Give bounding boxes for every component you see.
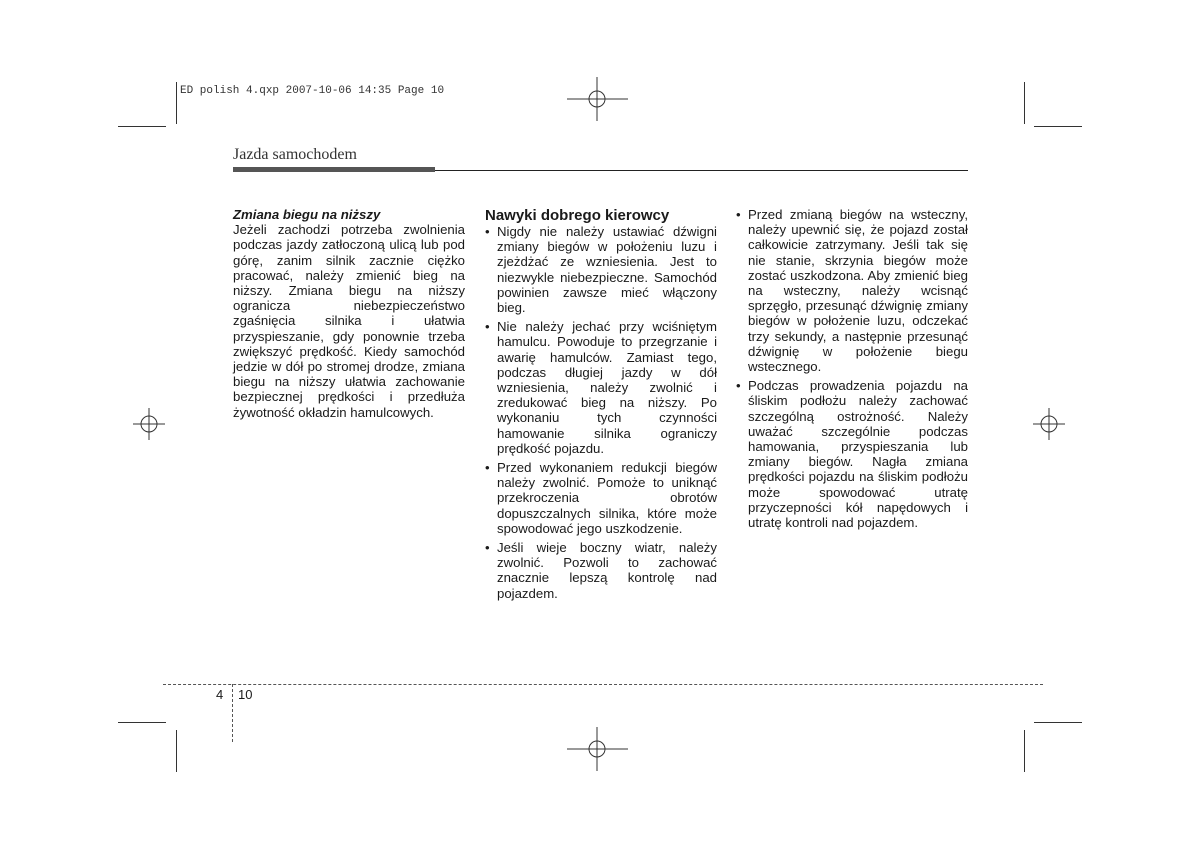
list-item-text: Przed zmianą biegów na wsteczny, należy upewnić się, że pojazd został całkowicie zatrzymany. Jeśli tak się nie stanie, skrzynia biegów może zostać uszkodzona. Aby zmienić bieg na wsteczny, należy wcisnąć sprzęgło, przesunąć dźwignię zmiany biegów w położenie luzu, odczekać trzy sekundy, a następnie przesunąć dźwignię w położenie biegu wstecznego. xyxy=(748,207,968,375)
bullet-icon: • xyxy=(485,540,490,556)
bullet-list xyxy=(736,207,968,530)
list-item xyxy=(485,319,717,456)
list-item-text: Nigdy nie należy ustawiać dźwigni zmiany biegów w położeniu luzu i zjeżdżać ze wzniesienia. Jest to niezwykle niebezpieczne. Samochód powinien zawsze mieć włączony bieg. xyxy=(497,224,717,316)
list-item xyxy=(485,540,717,601)
list-item xyxy=(485,460,717,536)
list-item xyxy=(485,224,717,315)
page-number: 10 xyxy=(238,687,253,702)
list-item xyxy=(736,207,968,374)
bullet-icon: • xyxy=(485,319,490,335)
list-item-text: Przed wykonaniem redukcji biegów należy zwolnić. Pomoże to uniknąć przekroczenia obrotów dopuszczalnych silnika, które może spowodować jego uszkodzenie. xyxy=(497,460,717,536)
subsection-heading: Nawyki dobrego kierowcy xyxy=(485,207,670,224)
list-item-text: Nie należy jechać przy wciśniętym hamulcu. Powoduje to przegrzanie i awarię hamulców. Zamiast tego, podczas długiej jazdy w dół wzniesienia, należy zwolnić i zredukować bieg na niższy. Po wykonaniu tych czynności hamowanie silnika ograniczy prędkość pojazdu. xyxy=(497,319,717,456)
bullet-icon: • xyxy=(485,224,490,239)
bullet-icon: • xyxy=(736,378,741,394)
column-2 xyxy=(485,207,717,605)
list-item-text: Jeśli wieje boczny wiatr, należy zwolnić. Pozwoli to zachować znacznie lepszą kontrolę nad pojazdem. xyxy=(497,540,717,601)
column-1 xyxy=(233,207,465,420)
header-rule-accent xyxy=(233,167,435,172)
bullet-icon: • xyxy=(736,207,741,222)
footer-divider xyxy=(232,684,233,742)
list-item xyxy=(736,378,968,530)
bullet-icon: • xyxy=(485,460,490,476)
subsection-heading: Zmiana biegu na niższy xyxy=(233,207,381,222)
column-3 xyxy=(736,207,968,534)
chapter-number: 4 xyxy=(216,687,224,702)
list-item-text: Podczas prowadzenia pojazdu na śliskim podłożu należy zachować szczególną ostrożność. Należy uważać szczególnie podczas hamowania, przyspieszania lub zmiany biegów. Nagła zmiana prędkości pojazdu na śliskim podłożu może spowodować utratę przyczepności kół napędowych i utratę kontroli nad pojazdem. xyxy=(748,378,968,531)
footer-rule xyxy=(163,684,1043,685)
section-title: Jazda samochodem xyxy=(233,146,357,163)
print-slug: ED polish 4.qxp 2007-10-06 14:35 Page 10 xyxy=(180,85,445,97)
body-paragraph: Jeżeli zachodzi potrzeba zwolnienia podczas jazdy zatłoczoną ulicą lub pod górę, zanim silnik zacznie ciężko pracować, należy zmienić bieg na niższy. Zmiana biegu na niższy ogranicza niebezpieczeństwo zgaśnięcia silnika i ułatwia przyspieszanie, gdy ponownie trzeba zwiększyć prędkość. Kiedy samochód jedzie w dół po stromej drodze, zmiana biegu na niższy ułatwia zachowanie bezpiecznej prędkości i przedłuża żywotność okładzin hamulcowych. xyxy=(233,222,465,420)
bullet-list xyxy=(485,224,717,601)
